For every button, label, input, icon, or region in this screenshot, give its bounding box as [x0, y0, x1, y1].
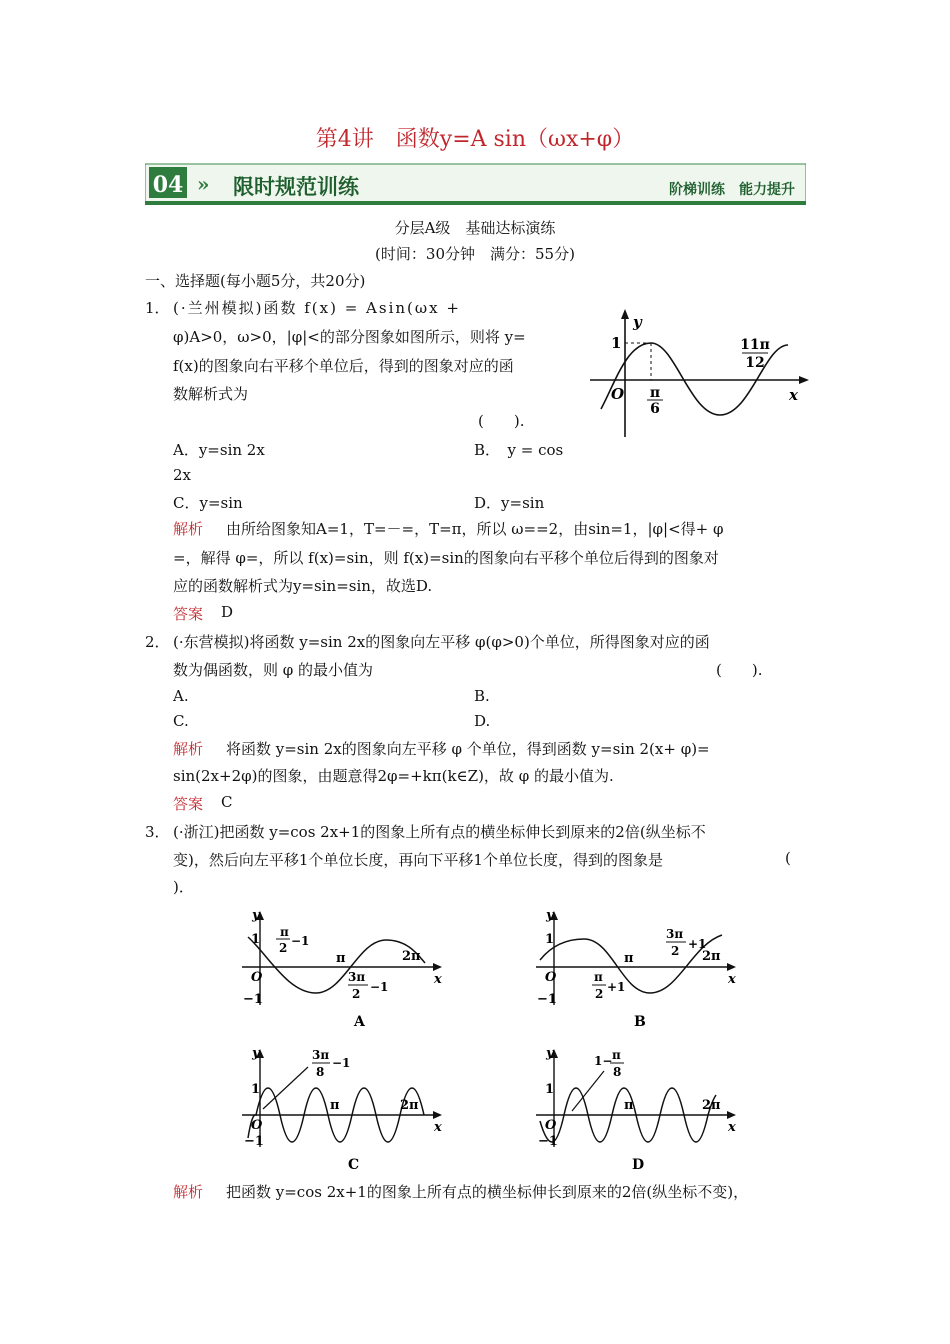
svg-text:8: 8 — [613, 1065, 622, 1079]
svg-text:π: π — [330, 1098, 340, 1113]
banner-heading: 限时规范训练 — [233, 174, 359, 199]
q1-answer: D — [221, 603, 234, 621]
svg-text:2π: 2π — [400, 1098, 419, 1113]
svg-text:O: O — [545, 1118, 557, 1133]
q1-line4: 数解析式为 — [173, 385, 249, 403]
q1-option-c: C．y=sin — [173, 494, 243, 512]
svg-text:2π: 2π — [702, 1098, 721, 1113]
q3-paren-close: )． — [173, 878, 194, 896]
q3-analysis-label: 解析 — [173, 1183, 204, 1201]
q3d-label: D — [632, 1157, 645, 1173]
q2-answer-label: 答案 — [173, 795, 204, 813]
time-info: (时间：30分钟 满分：55分) — [375, 245, 575, 263]
svg-text:1: 1 — [251, 932, 261, 947]
q2-option-c: C. — [173, 712, 189, 730]
svg-text:2π: 2π — [702, 949, 721, 964]
level-heading: 分层A级 基础达标演练 — [394, 219, 556, 237]
svg-text:2: 2 — [595, 987, 604, 1001]
q3-graph-a — [238, 905, 450, 1030]
svg-text:1: 1 — [251, 1082, 261, 1097]
q2-option-d: D. — [474, 712, 491, 730]
q1-eleven-pi: 11π — [740, 337, 770, 353]
q3-graph-d — [532, 1043, 744, 1173]
q1-x-label: x — [789, 386, 798, 404]
svg-text:1: 1 — [545, 1082, 555, 1097]
q3a-label: A — [354, 1014, 365, 1030]
q3-number: 3． — [145, 823, 170, 841]
banner-tagline: 阶梯训练 能力提升 — [669, 182, 795, 198]
q2-number: 2． — [145, 633, 170, 651]
q2-line2: 数为偶函数，则 φ 的最小值为 — [173, 661, 374, 679]
svg-text:+1: +1 — [688, 937, 707, 951]
q2-line1: (·东营模拟)将函数 y=sin 2x的图象向左平移 φ(φ>0)个单位，所得图象对应的函 — [173, 633, 710, 651]
q2-option-a: A. — [173, 687, 189, 705]
q1-analysis-1: 由所给图象知A=1，T=－=，T=π，所以 ω==2，由sin=1，|φ|<得+ φ — [226, 520, 724, 538]
svg-text:−1: −1 — [370, 980, 389, 994]
svg-text:3π: 3π — [312, 1048, 330, 1062]
svg-text:+1: +1 — [607, 980, 626, 994]
section-banner — [145, 162, 806, 206]
svg-text:π: π — [624, 1098, 634, 1113]
q3c-label: C — [348, 1157, 360, 1173]
svg-text:2: 2 — [352, 987, 361, 1001]
q1-paren: ( ). — [478, 412, 525, 430]
q1-number: 1． — [145, 299, 170, 317]
q1-graph — [585, 305, 815, 440]
svg-text:π: π — [336, 951, 346, 966]
svg-text:1−: 1− — [594, 1054, 613, 1068]
svg-text:π: π — [612, 1048, 621, 1062]
svg-text:O: O — [251, 970, 263, 985]
svg-text:π: π — [280, 925, 289, 939]
q3b-label: B — [634, 1014, 646, 1030]
q2-analysis-2: sin(2x+2φ)的图象，由题意得2φ=+kπ(k∈Z)，故 φ 的最小值为. — [173, 767, 614, 785]
svg-text:3π: 3π — [348, 970, 366, 984]
svg-text:y: y — [252, 908, 260, 923]
svg-text:y: y — [546, 908, 554, 923]
q1-line3: f(x)的图象向右平移个单位后，得到的图象对应的函 — [173, 357, 514, 375]
banner-arrows: » — [197, 172, 210, 196]
q3-analysis-1: 把函数 y=cos 2x+1的图象上所有点的横坐标伸长到原来的2倍(纵坐标不变)， — [226, 1183, 749, 1201]
svg-text:π: π — [624, 951, 634, 966]
q1-option-a: A．y=sin 2x — [173, 441, 265, 459]
q1-origin: O — [611, 385, 625, 403]
q3-graph-b — [532, 905, 744, 1030]
svg-text:3π: 3π — [666, 927, 684, 941]
svg-text:π: π — [594, 970, 603, 984]
svg-text:−1: −1 — [332, 1056, 351, 1070]
q2-answer: C — [221, 793, 233, 811]
page-title: 第4讲 函数y=A sin（ωx+φ） — [315, 127, 635, 152]
q1-one: 1 — [611, 334, 622, 352]
svg-text:y: y — [546, 1046, 554, 1061]
q3-line2: 变)，然后向左平移1个单位长度，再向下平移1个单位长度，得到的图象是 — [173, 851, 663, 869]
q1-analysis-2: =，解得 φ=，所以 f(x)=sin，则 f(x)=sin的图象向右平移个单位后得到的图象对 — [173, 549, 719, 567]
q3-paren-open: ( — [785, 849, 791, 867]
q1-analysis-label: 解析 — [173, 520, 204, 538]
q3-line1: (·浙江)把函数 y=cos 2x+1的图象上所有点的横坐标伸长到原来的2倍(纵坐标不 — [173, 823, 706, 841]
banner-number: 04 — [152, 172, 184, 198]
q1-option-b: B． y = cos — [474, 441, 564, 459]
q1-twelve: 12 — [745, 355, 765, 371]
svg-text:2: 2 — [671, 944, 680, 958]
svg-text:x: x — [434, 1120, 442, 1135]
section-heading: 一、选择题(每小题5分，共20分) — [145, 272, 366, 290]
svg-text:−1: −1 — [538, 1134, 558, 1149]
q1-y-label: y — [633, 313, 642, 331]
svg-text:O: O — [251, 1118, 263, 1133]
svg-text:−1: −1 — [291, 934, 310, 948]
svg-text:x: x — [434, 972, 442, 987]
svg-text:1: 1 — [545, 932, 555, 947]
q3-graph-c — [238, 1043, 450, 1173]
q1-six: 6 — [650, 401, 660, 417]
q1-option-b-cont: 2x — [173, 466, 192, 484]
q1-analysis-3: 应的函数解析式为y=sin=sin，故选D. — [173, 577, 433, 595]
q2-analysis-1: 将函数 y=sin 2x的图象向左平移 φ 个单位，得到函数 y=sin 2(x+ φ)= — [226, 740, 710, 758]
q2-option-b: B. — [474, 687, 490, 705]
q2-paren: ( ). — [716, 661, 763, 679]
svg-text:−1: −1 — [537, 992, 557, 1007]
svg-text:x: x — [728, 1120, 736, 1135]
q1-line1: (·兰州模拟)函数 f(x) = Asin(ωx + — [173, 299, 461, 317]
q1-sine-curve — [601, 343, 788, 415]
svg-text:−1: −1 — [243, 992, 263, 1007]
svg-text:8: 8 — [316, 1065, 325, 1079]
svg-text:y: y — [252, 1046, 260, 1061]
q1-pi: π — [649, 385, 661, 401]
svg-text:2π: 2π — [402, 949, 421, 964]
svg-text:O: O — [545, 970, 557, 985]
q1-answer-label: 答案 — [173, 605, 204, 623]
q2-analysis-label: 解析 — [173, 740, 204, 758]
q1-option-d: D．y=sin — [474, 494, 545, 512]
svg-text:−1: −1 — [244, 1134, 264, 1149]
svg-text:x: x — [728, 972, 736, 987]
q1-line2: φ)A>0，ω>0，|φ|<的部分图象如图所示，则将 y= — [173, 328, 526, 346]
svg-text:2: 2 — [279, 941, 288, 955]
